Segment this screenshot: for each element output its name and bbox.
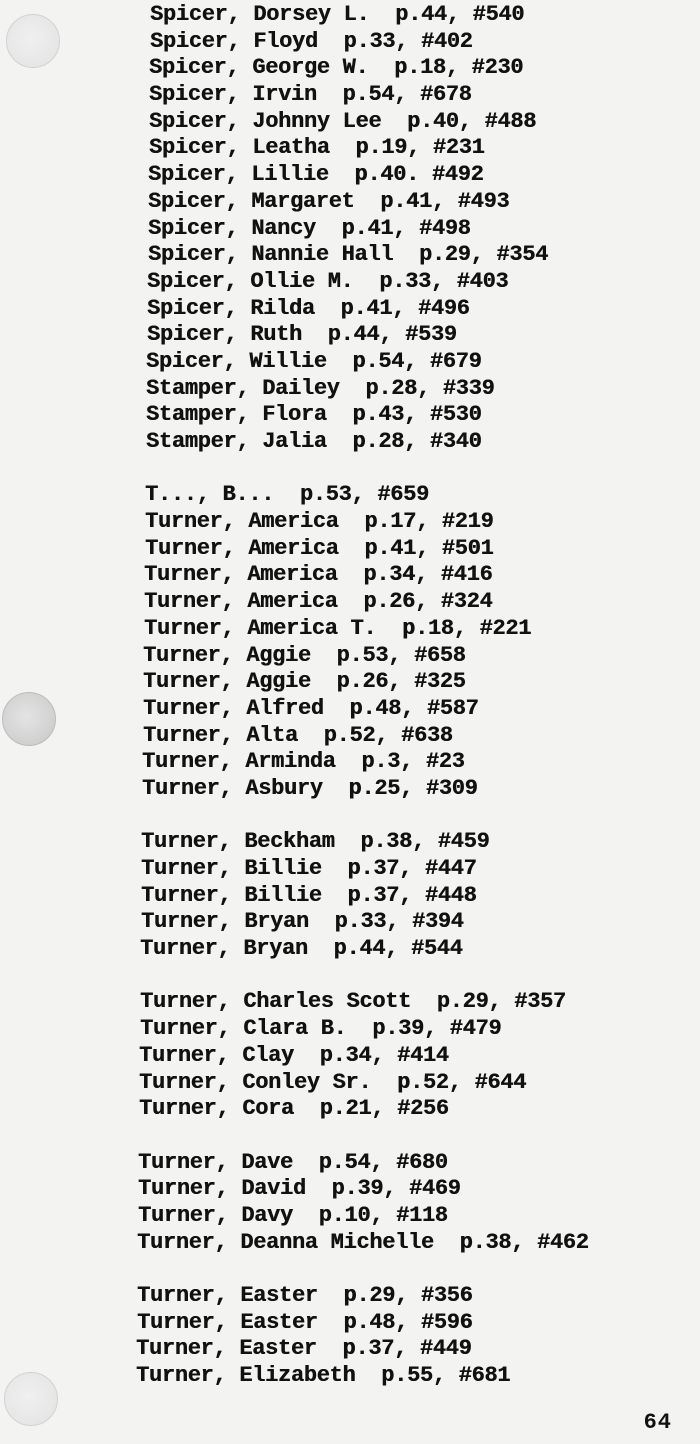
index-entry: Spicer, Nannie Hall p.29, #354 [148,242,548,268]
section-gap [0,1256,700,1283]
index-entry: Stamper, Dailey p.28, #339 [146,375,495,401]
index-entry: Stamper, Jalia p.28, #340 [146,429,482,454]
section-gap [0,1123,700,1150]
index-entry: Turner, America T. p.18, #221 [144,615,532,641]
index-entry: Spicer, Johnny Lee p.40, #488 [149,108,537,134]
index-entry: Turner, Deanna Michelle p.38, #462 [137,1229,589,1255]
index-entry: Spicer, Ollie M. p.33, #403 [147,268,509,294]
index-entry: Turner, Clara B. p.39, #479 [140,1016,502,1042]
page-number: 64 [643,1410,672,1435]
index-entry: Turner, Billie p.37, #447 [141,856,477,881]
section-gap [0,963,700,990]
index-entry: Turner, Aggie p.53, #658 [143,642,466,668]
index-entry: Turner, Alta p.52, #638 [143,722,453,748]
index-entry-list [0,2,700,1390]
index-entry: Spicer, Ruth p.44, #539 [147,322,457,348]
index-entry: Spicer, Floyd p.33, #402 [150,28,473,54]
index-entry: Turner, Alfred p.48, #587 [143,695,479,721]
index-entry: Stamper, Flora p.43, #530 [146,402,482,428]
index-entry: Turner, Clay p.34, #414 [139,1042,449,1068]
index-entry: Turner, Easter p.48, #596 [137,1309,473,1335]
index-entry: Spicer, Margaret p.41, #493 [148,188,510,214]
index-entry: Spicer, Rilda p.41, #496 [147,295,470,321]
index-entry: Spicer, Irvin p.54, #678 [149,82,472,108]
index-entry: Turner, America p.17, #219 [145,509,494,535]
index-entry: Turner, Davy p.10, #118 [138,1202,448,1228]
index-entry: Turner, Cora p.21, #256 [139,1096,449,1122]
index-entry: Turner, Charles Scott p.29, #357 [140,989,566,1015]
index-entry: Turner, Dave p.54, #680 [138,1149,448,1175]
index-entry: Spicer, Dorsey L. p.44, #540 [150,2,525,27]
index-entry: Turner, Elizabeth p.55, #681 [136,1363,511,1389]
index-entry: Turner, Bryan p.44, #544 [140,936,463,962]
index-entry: Turner, Asbury p.25, #309 [142,775,478,801]
index-entry: Turner, Easter p.37, #449 [136,1336,472,1362]
index-entry: Turner, Bryan p.33, #394 [141,909,464,935]
index-entry: Turner, Arminda p.3, #23 [142,749,465,775]
index-entry: Spicer, George W. p.18, #230 [149,55,524,81]
section-gap [0,456,700,483]
index-entry: Turner, David p.39, #469 [138,1176,461,1202]
index-entry: Spicer, Leatha p.19, #231 [149,135,485,161]
index-entry: Turner, Easter p.29, #356 [137,1283,473,1308]
index-entry: Spicer, Nancy p.41, #498 [148,215,471,241]
index-entry: Turner, Aggie p.26, #325 [143,669,466,695]
index-entry: Spicer, Lillie p.40. #492 [148,162,484,188]
section-gap [0,803,700,830]
index-entry: Turner, America p.26, #324 [144,589,493,615]
index-entry: Turner, Beckham p.38, #459 [141,829,490,855]
index-entry: Turner, America p.34, #416 [144,562,493,588]
index-entry: Spicer, Willie p.54, #679 [146,348,482,374]
index-entry: Turner, Billie p.37, #448 [141,882,477,908]
index-entry: Turner, Conley Sr. p.52, #644 [139,1069,527,1095]
index-entry: T..., B... p.53, #659 [145,482,429,508]
index-entry: Turner, America p.41, #501 [145,535,494,561]
